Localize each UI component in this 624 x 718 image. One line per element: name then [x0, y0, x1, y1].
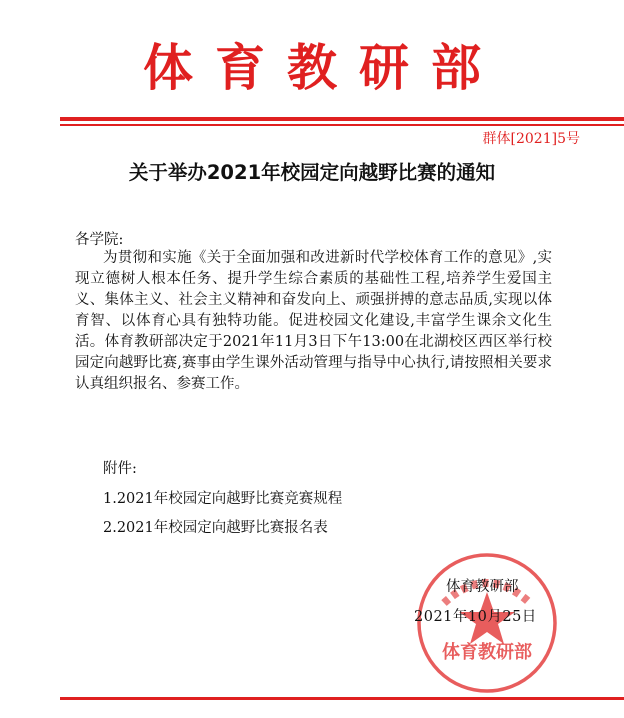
document-title: 关于举办2021年校园定向越野比赛的通知 [128, 161, 496, 184]
attachment-item: 1.2021年校园定向越野比赛竞赛规程 [103, 491, 343, 507]
salutation: 各学院: [75, 232, 124, 248]
body-paragraph: 为贯彻和实施《关于全面加强和改进新时代学校体育工作的意见》,实现立德树人根本任务、提升学生综合素质的基础性工程,培养学生爱国主义、集体主义、社会主义精神和奋发向上、顽强拼搏的意志品质,实现以体育智、以体育心具有独特功能。促进校园文化建设,丰富学生课余文化生活。体育教研部决定于2021年11月3日下午13:00在北湖校区西区举行校园定向越野比赛,赛事由学生课外活动管理与指导中心执行,请按照相关要求认真组织报名、参赛工作。 [75, 250, 552, 392]
seal-center-text: 体育教研部 [442, 642, 532, 663]
footer-rule [60, 697, 624, 700]
signature-date: 2021年10月25日 [414, 609, 537, 625]
header-rule-thick [60, 117, 624, 121]
attachment-item: 2.2021年校园定向越野比赛报名表 [103, 520, 328, 536]
attachments-label: 附件: [103, 461, 137, 477]
document-number: 群体[2021]5号 [482, 131, 580, 147]
header-org-title: 体育教研部 [143, 38, 503, 97]
header-rule-thin [60, 124, 624, 126]
signature-org: 体育教研部 [446, 579, 519, 595]
